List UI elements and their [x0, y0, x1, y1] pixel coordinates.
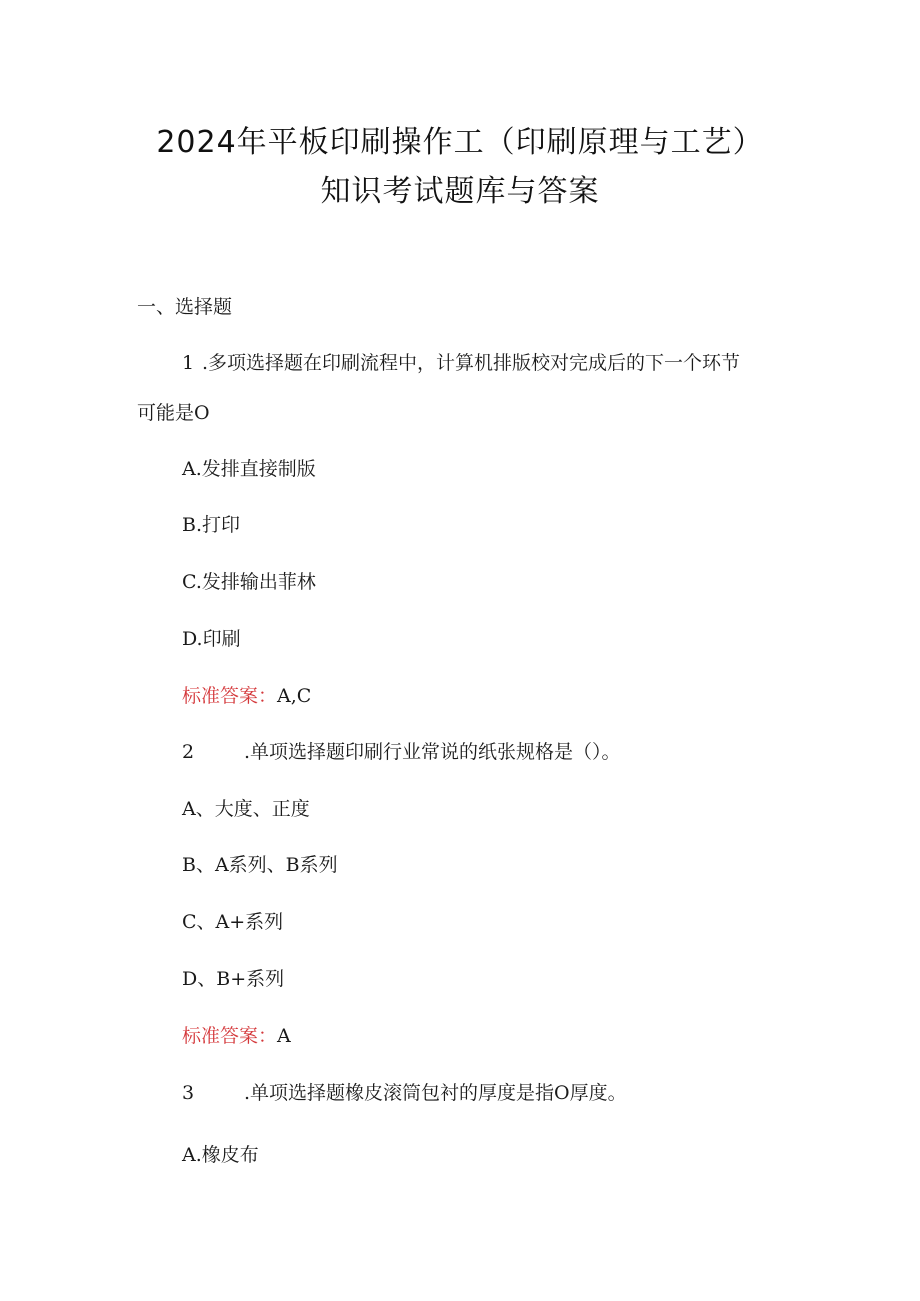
option-a: A、大度、正度 — [182, 798, 310, 820]
question-1 — [182, 350, 740, 376]
answer-label: 标准答案： — [182, 685, 278, 707]
option-b: B.打印 — [182, 514, 241, 536]
answer-value: A,C — [277, 685, 312, 707]
document-title-line-2: 知识考试题库与答案 — [320, 174, 600, 209]
option-c: C、A+系列 — [182, 911, 284, 933]
option-a: A.橡皮布 — [182, 1144, 259, 1166]
question-text-continuation: 可能是O — [137, 402, 210, 424]
question-text: .单项选择题印刷行业常说的纸张规格是（）。 — [244, 741, 621, 763]
question-text: .多项选择题在印刷流程中，计算机排版校对完成后的下一个环节 — [202, 352, 741, 374]
option-a: A.发排直接制版 — [182, 458, 316, 480]
question-text: .单项选择题橡皮滚筒包衬的厚度是指O厚度。 — [244, 1082, 627, 1104]
answer-value: A — [277, 1025, 291, 1047]
question-3 — [182, 1080, 627, 1106]
question-2 — [182, 739, 621, 765]
option-c: C.发排输出菲林 — [182, 571, 316, 593]
section-heading: 一、选择题 — [137, 296, 233, 318]
option-b: B、A系列、B系列 — [182, 854, 338, 876]
document-title-line-1: 2024年平板印刷操作工（印刷原理与工艺） — [156, 125, 764, 160]
answer-line — [182, 1023, 291, 1049]
option-d: D、B+系列 — [182, 968, 285, 990]
question-number: 1 — [182, 352, 195, 374]
question-number: 3 — [182, 1082, 195, 1104]
answer-line — [182, 683, 311, 709]
question-number: 2 — [182, 741, 195, 763]
option-d: D.印刷 — [182, 628, 241, 650]
answer-label: 标准答案： — [182, 1025, 278, 1047]
